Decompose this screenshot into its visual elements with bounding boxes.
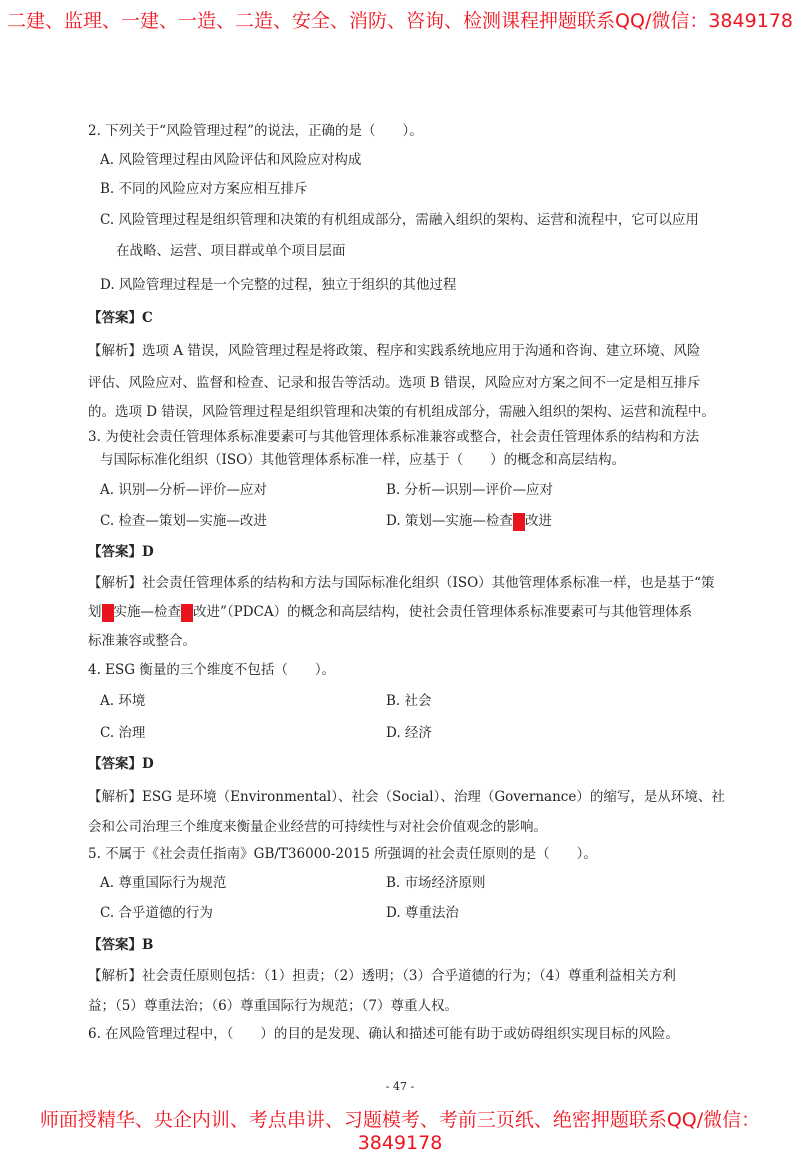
question-stem: 3. 为使社会责任管理体系标准要素可与其他管理体系标准兼容或整合，社会责任管理体系的结构和方法 xyxy=(88,429,700,445)
answer: 【答案】C xyxy=(88,310,153,326)
explanation xyxy=(88,603,692,622)
explanation: 【解析】选项 A 错误，风险管理过程是将政策、程序和实践系统地应用于沟通和咨询、建立环境、风险 xyxy=(88,343,701,359)
explanation: 【解析】ESG 是环境（Environmental）、社会（Social）、治理（Governance）的缩写，是从环境、社 xyxy=(88,789,725,805)
option-d xyxy=(386,512,552,531)
option-c: C. 风险管理过程是组织管理和决策的有机组成部分，需融入组织的架构、运营和流程中，它可以应用 xyxy=(100,212,699,228)
option-d: D. 经济 xyxy=(386,725,432,741)
option-a: A. 环境 xyxy=(100,693,146,709)
question-stem: 2. 下列关于“风险管理过程”的说法，正确的是（ ）。 xyxy=(88,123,423,139)
explanation: 益；（5）尊重法治；（6）尊重国际行为规范；（7）尊重人权。 xyxy=(88,998,459,1014)
option-d-text: D. 策划—实施—检查 xyxy=(386,513,513,529)
option-a: A. 风险管理过程由风险评估和风险应对构成 xyxy=(100,152,362,168)
header-banner: 二建、监理、一建、一造、二造、安全、消防、咨询、检测课程押题联系QQ/微信：3849178 xyxy=(7,10,793,32)
page-number: - 47 - xyxy=(385,1080,415,1093)
explanation: 标准兼容或整合。 xyxy=(88,633,196,649)
option-a: A. 识别—分析—评价—应对 xyxy=(100,482,267,498)
answer: 【答案】B xyxy=(88,937,154,953)
option-b: B. 市场经济原则 xyxy=(386,875,486,891)
option-b: B. 不同的风险应对方案应相互排斥 xyxy=(100,181,308,197)
option-d: D. 尊重法治 xyxy=(386,905,459,921)
question-stem: 4. ESG 衡量的三个维度不包括（ ）。 xyxy=(88,662,336,678)
explanation-text: 划 xyxy=(88,604,102,620)
option-c: C. 治理 xyxy=(100,725,146,741)
question-stem: 5. 不属于《社会责任指南》GB/T36000-2015 所强调的社会责任原则的是（ ）。 xyxy=(88,846,597,862)
explanation-text: 改进”（PDCA）的概念和高层结构，使社会责任管理体系标准要素可与其他管理体系 xyxy=(193,604,693,620)
explanation-text: 实施—检查 xyxy=(113,604,181,620)
redaction-mark xyxy=(102,604,114,622)
redaction-mark xyxy=(181,604,193,622)
option-b: B. 分析—识别—评价—应对 xyxy=(386,482,554,498)
explanation: 评估、风险应对、监督和检查、记录和报告等活动。选项 B 错误，风险应对方案之间不一定是相互排斥 xyxy=(88,375,701,391)
option-d-text: 改进 xyxy=(524,513,552,529)
option-b: B. 社会 xyxy=(386,693,432,709)
explanation: 会和公司治理三个维度来衡量企业经营的可持续性与对社会价值观念的影响。 xyxy=(88,819,547,835)
footer-banner: 师面授精华、央企内训、考点串讲、习题模考、考前三页纸、绝密押题联系QQ/微信：3849178 xyxy=(39,1109,761,1154)
option-d: D. 风险管理过程是一个完整的过程，独立于组织的其他过程 xyxy=(100,277,457,293)
redaction-mark xyxy=(513,513,525,531)
option-c: C. 检查—策划—实施—改进 xyxy=(100,513,267,529)
question-stem-cont: 与国际标准化组织（ISO）其他管理体系标准一样，应基于（ ）的概念和高层结构。 xyxy=(100,452,626,468)
option-c: C. 合乎道德的行为 xyxy=(100,905,213,921)
question-6-stem: 6. 在风险管理过程中，（ ）的目的是发现、确认和描述可能有助于或妨碍组织实现目标的风险。 xyxy=(88,1026,679,1042)
option-c-cont: 在战略、运营、项目群或单个项目层面 xyxy=(116,243,346,259)
answer: 【答案】D xyxy=(88,756,154,772)
explanation: 【解析】社会责任原则包括：（1）担责；（2）透明；（3）合乎道德的行为；（4）尊重利益相关方利 xyxy=(88,968,676,984)
explanation: 【解析】社会责任管理体系的结构和方法与国际标准化组织（ISO）其他管理体系标准一样，也是基于“策 xyxy=(88,575,715,591)
explanation: 的。选项 D 错误，风险管理过程是组织管理和决策的有机组成部分，需融入组织的架构、运营和流程中。 xyxy=(88,404,715,420)
answer: 【答案】D xyxy=(88,544,154,560)
option-a: A. 尊重国际行为规范 xyxy=(100,875,227,891)
